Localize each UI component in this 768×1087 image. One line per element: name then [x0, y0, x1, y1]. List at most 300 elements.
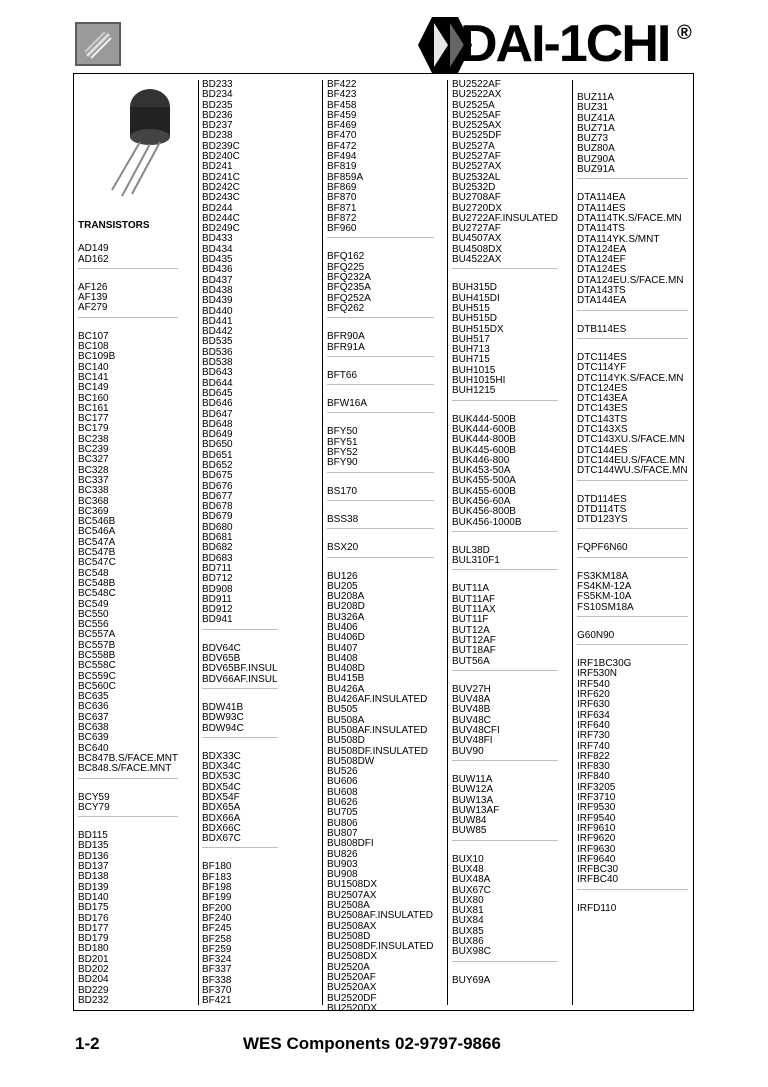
part-number: BC547A	[78, 536, 116, 548]
part-number: BD442	[202, 326, 233, 338]
part-number: BD234	[202, 89, 233, 101]
part-number: IRF9610	[577, 822, 616, 834]
part-number: BD439	[202, 295, 233, 307]
part-number: DTC114ES	[577, 351, 627, 363]
part-number: BC161	[78, 402, 109, 414]
part-number: BC369	[78, 505, 109, 517]
part-number: BFQ232A	[327, 272, 371, 284]
part-number: BD435	[202, 254, 233, 266]
part-number: BUZ31	[577, 102, 609, 114]
part-number: BUX84	[452, 915, 484, 927]
group-divider	[78, 268, 178, 283]
part-number: BFQ162	[327, 251, 365, 263]
part-number: BC327	[78, 454, 109, 466]
part-number: IRF9530	[577, 802, 616, 814]
part-number: BU126	[327, 570, 358, 582]
part-number: BD201	[78, 953, 109, 965]
column-5	[577, 93, 688, 1003]
part-number: BUV48FI	[452, 735, 493, 747]
part-number: BF960	[327, 223, 357, 235]
part-number: BC109B	[78, 351, 116, 363]
part-number: IRF830	[577, 761, 610, 773]
part-number: BD911	[202, 593, 232, 605]
part-number: BF469	[327, 120, 357, 132]
part-number: BDX53C	[202, 771, 241, 783]
part-number: FS3KM18A	[577, 570, 629, 582]
part-number: BUZ73	[577, 133, 609, 145]
part-number: BCY59	[78, 791, 110, 803]
part-number: BD235	[202, 99, 233, 111]
part-number: IRFD110	[577, 902, 617, 914]
group-divider	[452, 531, 558, 546]
group-divider	[452, 569, 558, 584]
part-number: BF870	[327, 192, 357, 204]
part-number: BD238	[202, 130, 233, 142]
column-divider	[322, 80, 323, 1005]
part-number: BUK455-600B	[452, 485, 516, 497]
part-number: BUW84	[452, 815, 487, 827]
part-number: BUZ91A	[577, 164, 615, 176]
part-number: BFY52	[327, 447, 358, 459]
part-number: BUW13AF	[452, 804, 500, 816]
section-heading: TRANSISTORS	[78, 220, 150, 231]
page-number: 1-2	[75, 1034, 100, 1053]
part-number: BUZ71A	[577, 122, 615, 134]
part-number: BUX81	[452, 905, 484, 917]
part-number: BC556	[78, 619, 109, 631]
part-number: BDV66AF.INSUL	[202, 673, 278, 685]
part-number: BC338	[78, 485, 109, 497]
part-number: BU426A	[327, 683, 365, 695]
part-number: BF198	[202, 882, 232, 894]
group-divider	[577, 557, 688, 572]
column-divider	[572, 80, 573, 1005]
part-number: BUW12A	[452, 784, 494, 796]
part-number: BFY51	[327, 436, 358, 448]
part-number: BD675	[202, 470, 233, 482]
part-number: BU2727AF	[452, 223, 501, 235]
part-number: BF258	[202, 933, 232, 945]
part-number: BUK456-1000B	[452, 516, 522, 528]
part-number: BUT11F	[452, 614, 489, 626]
part-number: BD232	[78, 994, 109, 1006]
part-number: BC141	[78, 371, 109, 383]
part-number: BD177	[78, 922, 109, 934]
part-number: BU2520AX	[327, 982, 377, 994]
part-number: BUX80	[452, 894, 484, 906]
part-number: BC140	[78, 361, 109, 373]
part-number: BUX98C	[452, 946, 491, 958]
part-number: IRF9620	[577, 833, 616, 845]
part-number: BD139	[78, 881, 109, 893]
part-number: BF240	[202, 912, 232, 924]
part-number: BUV48B	[452, 704, 491, 716]
part-number: BDW94C	[202, 722, 244, 734]
part-number: BDV65B	[202, 653, 241, 665]
group-divider	[577, 528, 688, 543]
part-number: BD683	[202, 552, 233, 564]
part-number: BC548C	[78, 588, 116, 600]
part-number: BUK456-800B	[452, 506, 516, 518]
part-number: IRF1BC30G	[577, 658, 632, 670]
part-number: BD711	[202, 562, 232, 574]
part-number: BFR91A	[327, 341, 365, 353]
column-1-list	[78, 244, 178, 1006]
part-number: BF871	[327, 202, 357, 214]
part-number: IRF3710	[577, 792, 616, 804]
part-number: BD180	[78, 943, 109, 955]
part-number: BUV90	[452, 745, 484, 757]
group-divider	[327, 317, 434, 332]
part-number: DTC114YK.S/FACE.MN	[577, 372, 684, 384]
part-number: BF199	[202, 892, 232, 904]
group-divider	[577, 889, 688, 904]
group-divider	[327, 472, 434, 487]
part-number: BD137	[78, 861, 109, 873]
part-number: BD135	[78, 840, 109, 852]
part-number: BF423	[327, 89, 357, 101]
part-number: BD649	[202, 429, 233, 441]
part-number: BUH713	[452, 344, 490, 356]
part-number: BUK445-600B	[452, 444, 516, 456]
part-number: BU406	[327, 621, 358, 633]
part-number: DTA114TS	[577, 223, 625, 235]
part-number: DTA124EU.S/FACE.MN	[577, 274, 684, 286]
part-number: BU826	[327, 848, 358, 860]
part-number: BD912	[202, 604, 233, 616]
part-number: BDX54C	[202, 781, 241, 793]
part-number: BU2720DX	[452, 202, 503, 214]
part-number: DTC143EA	[577, 393, 628, 405]
part-number: BC337	[78, 474, 109, 486]
part-number: AD162	[78, 253, 109, 265]
part-number: BU2508D	[327, 930, 371, 942]
part-number: BF337	[202, 964, 232, 976]
part-number: DTC144ES	[577, 444, 628, 456]
part-number: IRF840	[577, 771, 610, 783]
part-number: BU406D	[327, 632, 365, 644]
part-number: BU806	[327, 817, 358, 829]
part-number: DTA124ES	[577, 264, 627, 276]
part-number: BU2508A	[327, 900, 370, 911]
column-1	[78, 220, 179, 1006]
footer-company: WES Components 02-9797-9866	[243, 1034, 501, 1053]
part-number: BCY79	[78, 801, 110, 813]
part-number: BUK444-800B	[452, 434, 516, 446]
part-number: BU205	[327, 580, 358, 592]
group-divider	[327, 237, 434, 252]
part-number: BF472	[327, 140, 357, 152]
group-divider	[202, 688, 278, 703]
part-number: BDX54F	[202, 792, 240, 803]
part-number: BF421	[202, 995, 232, 1007]
group-divider	[577, 310, 688, 325]
part-number: BD908	[202, 583, 233, 595]
group-divider	[202, 629, 278, 644]
part-number: BU408D	[327, 663, 365, 675]
part-number: BC557B	[78, 639, 116, 651]
part-number: BUZ41A	[577, 112, 615, 124]
group-divider	[78, 317, 178, 332]
part-number: BD645	[202, 387, 233, 399]
part-number: BUH517	[452, 333, 490, 345]
part-number: DTB114ES	[577, 323, 627, 335]
part-number: BFY90	[327, 457, 358, 469]
part-number: BDX66C	[202, 822, 241, 834]
part-number: BUH315D	[452, 282, 498, 294]
group-divider	[78, 816, 178, 831]
part-number: BD236	[202, 109, 233, 121]
part-number: BD241C	[202, 171, 240, 183]
part-number: BU2532AL	[452, 171, 501, 183]
part-number: BUK444-500B	[452, 413, 516, 425]
part-number: BU2527AX	[452, 161, 502, 173]
part-number: BD249C	[202, 223, 240, 235]
part-number: BU2525DF	[452, 130, 502, 142]
part-number: BD538	[202, 357, 233, 369]
part-number: DTA143TS	[577, 285, 626, 297]
column-divider	[198, 80, 199, 1005]
part-number: BC558C	[78, 660, 116, 672]
part-number: BD678	[202, 501, 233, 513]
part-number: BU2520DX	[327, 1002, 378, 1014]
part-number: DTA114EA	[577, 192, 626, 204]
group-divider	[327, 500, 434, 515]
part-number: BUT18AF	[452, 645, 496, 657]
part-number: BU2508DF.INSULATED	[327, 941, 434, 953]
part-number: BU4507AX	[452, 233, 502, 245]
part-number: BF338	[202, 974, 232, 986]
part-number: BUV48CFI	[452, 725, 500, 737]
part-number: BD175	[78, 902, 109, 914]
part-number: IRF822	[577, 750, 610, 762]
part-number: FS5KM-10A	[577, 591, 632, 603]
part-number: BSS38	[327, 513, 359, 525]
part-number: BUW11A	[452, 773, 493, 785]
part-number: DTC143XU.S/FACE.MN	[577, 434, 685, 446]
part-number: BDX34C	[202, 761, 241, 773]
part-number: DTC144EU.S/FACE.MN	[577, 454, 685, 466]
part-number: BUL310F1	[452, 555, 500, 567]
part-number: BD650	[202, 439, 233, 451]
part-number: BD680	[202, 521, 233, 533]
group-divider	[577, 616, 688, 631]
group-divider	[577, 644, 688, 659]
part-number: BD179	[78, 933, 109, 945]
part-number: IRF634	[577, 709, 610, 721]
part-number: BDX33C	[202, 750, 241, 762]
part-number: BUT56A	[452, 655, 490, 667]
part-number: BS170	[327, 485, 358, 497]
part-number: BC548	[78, 567, 109, 579]
part-number: DTC124ES	[577, 382, 628, 394]
part-number: BU326A	[327, 611, 365, 623]
column-4-list	[452, 80, 558, 986]
part-number: BD176	[78, 912, 109, 924]
group-divider	[452, 670, 558, 685]
part-number: BF859A	[327, 171, 364, 183]
part-number: BU2520DF	[327, 992, 377, 1004]
part-number: AF126	[78, 281, 108, 293]
part-number: BD643	[202, 367, 233, 379]
part-number: BD204	[78, 974, 109, 986]
part-number: BUH515DX	[452, 323, 504, 335]
column-divider	[447, 80, 448, 1005]
column-2	[202, 79, 278, 1007]
part-number: BFQ262	[327, 302, 365, 314]
part-number: DTD114ES	[577, 493, 627, 505]
part-number: BU508D	[327, 735, 365, 747]
column-2-list	[202, 80, 278, 1007]
part-number: DTA114YK.S/MNT	[577, 233, 660, 245]
part-number: BC160	[78, 392, 109, 404]
part-number: BFQ235A	[327, 282, 371, 294]
part-number: BD441	[202, 315, 233, 327]
part-number: BC848.S/FACE.MNT	[78, 763, 172, 775]
part-number: BD646	[202, 398, 233, 410]
part-number: BUH1215	[452, 385, 496, 397]
group-divider	[78, 778, 178, 793]
part-number: IRF9640	[577, 853, 616, 865]
part-number: BF494	[327, 151, 357, 163]
part-number: BDX67C	[202, 833, 241, 845]
part-number: BUH1015HI	[452, 375, 506, 387]
group-divider	[327, 384, 434, 399]
part-number: BU2508AF.INSULATED	[327, 910, 433, 922]
part-number: G60N90	[577, 629, 615, 641]
part-number: BD941	[202, 614, 233, 626]
part-number: BU208A	[327, 591, 365, 603]
part-number: BU2532D	[452, 181, 496, 193]
part-number: BUT11A	[452, 583, 490, 595]
part-number: BF245	[202, 923, 232, 935]
part-number: IRF620	[577, 689, 610, 701]
part-number: AF139	[78, 292, 108, 304]
column-3-list	[327, 80, 434, 1014]
part-number: DTC144WU.S/FACE.MN	[577, 465, 688, 477]
part-number: IRF3205	[577, 781, 616, 793]
part-number: BUL38D	[452, 544, 490, 556]
part-number: BUZ80A	[577, 143, 615, 155]
part-number: BC238	[78, 433, 109, 445]
part-number: BFR90A	[327, 331, 365, 343]
part-number: BD437	[202, 274, 233, 286]
part-number: BU2508DX	[327, 951, 378, 963]
part-number: BU508A	[327, 714, 365, 726]
part-number: IRF630	[577, 699, 610, 711]
part-number: BUH1015	[452, 364, 496, 376]
group-divider	[577, 338, 688, 353]
part-number: BUZ90A	[577, 153, 615, 165]
part-number: BU808DFI	[327, 838, 374, 850]
part-number: BU2708AF	[452, 192, 501, 204]
part-number: BC640	[78, 742, 109, 754]
part-number: BD229	[78, 984, 109, 996]
part-number: BU426AF.INSULATED	[327, 694, 428, 706]
part-number: BD682	[202, 542, 233, 554]
part-number: BUY69A	[452, 974, 491, 986]
part-number: BU608	[327, 786, 358, 798]
group-divider	[327, 528, 434, 543]
column-5-list	[577, 93, 688, 914]
part-number: FS4KM-12A	[577, 580, 632, 592]
part-number: BUV48C	[452, 714, 491, 726]
part-number: BU508DW	[327, 755, 375, 767]
part-number: BC638	[78, 722, 109, 734]
part-number: BC559C	[78, 670, 116, 682]
part-number: IRF9540	[577, 812, 616, 824]
part-number: BU807	[327, 827, 358, 839]
part-number: BUK446-800	[452, 454, 510, 466]
part-number: FQPF6N60	[577, 542, 628, 554]
part-number: BF422	[327, 79, 357, 90]
part-number: BC546A	[78, 526, 116, 538]
part-number: BD244C	[202, 212, 240, 224]
part-number: BC637	[78, 711, 109, 723]
part-number: BC546B	[78, 516, 116, 528]
part-number: BD681	[202, 532, 233, 544]
part-number: BD240C	[202, 151, 240, 163]
part-number: BUX67C	[452, 884, 491, 896]
brand-name: DAI-1CHI	[460, 15, 670, 73]
part-number: BC547B	[78, 547, 116, 559]
part-number: BD239C	[202, 140, 240, 152]
part-number: BU208D	[327, 601, 365, 613]
part-number: BD676	[202, 480, 233, 492]
part-number: BU2525AX	[452, 120, 502, 132]
part-number: BUX48	[452, 864, 484, 875]
part-number: BD140	[78, 891, 109, 903]
part-number: BD434	[202, 243, 233, 255]
part-number: BU415B	[327, 673, 365, 685]
part-number: BD536	[202, 346, 233, 358]
group-divider	[202, 737, 278, 752]
part-number: BUK456-60A	[452, 495, 511, 507]
part-number: BD433	[202, 233, 233, 245]
part-number: BC558B	[78, 649, 116, 661]
part-number: BU407	[327, 642, 358, 654]
part-number: BU2508AX	[327, 920, 377, 932]
part-number: BF324	[202, 954, 232, 966]
part-number: BD440	[202, 305, 233, 317]
part-number: BU2527AF	[452, 151, 501, 163]
part-number: DTD114TS	[577, 503, 627, 515]
part-number: BU505	[327, 704, 358, 716]
part-number: BUK455-500A	[452, 475, 516, 487]
part-number: IRF530N	[577, 668, 618, 680]
part-number: BF183	[202, 871, 232, 883]
part-number: BFQ225	[327, 261, 365, 273]
part-number: BDX66A	[202, 812, 241, 824]
part-number: BU2522AF	[452, 79, 501, 90]
part-number: BF458	[327, 99, 357, 111]
part-number: BC635	[78, 691, 109, 703]
part-number: BF200	[202, 902, 232, 914]
part-number: IRFBC30	[577, 864, 619, 876]
part-number: BU408	[327, 652, 358, 664]
part-number: IRF640	[577, 719, 610, 731]
part-number: DTA124EA	[577, 243, 627, 255]
group-divider	[452, 840, 558, 855]
part-number: BUH415DI	[452, 292, 500, 304]
part-number: BF259	[202, 943, 232, 955]
part-number: DTA114ES	[577, 202, 626, 214]
column-3	[327, 79, 434, 1014]
part-number: BU1508DX	[327, 879, 378, 891]
part-number: BD241	[202, 161, 233, 173]
part-number: BU508AF.INSULATED	[327, 724, 428, 736]
group-divider	[452, 400, 558, 415]
